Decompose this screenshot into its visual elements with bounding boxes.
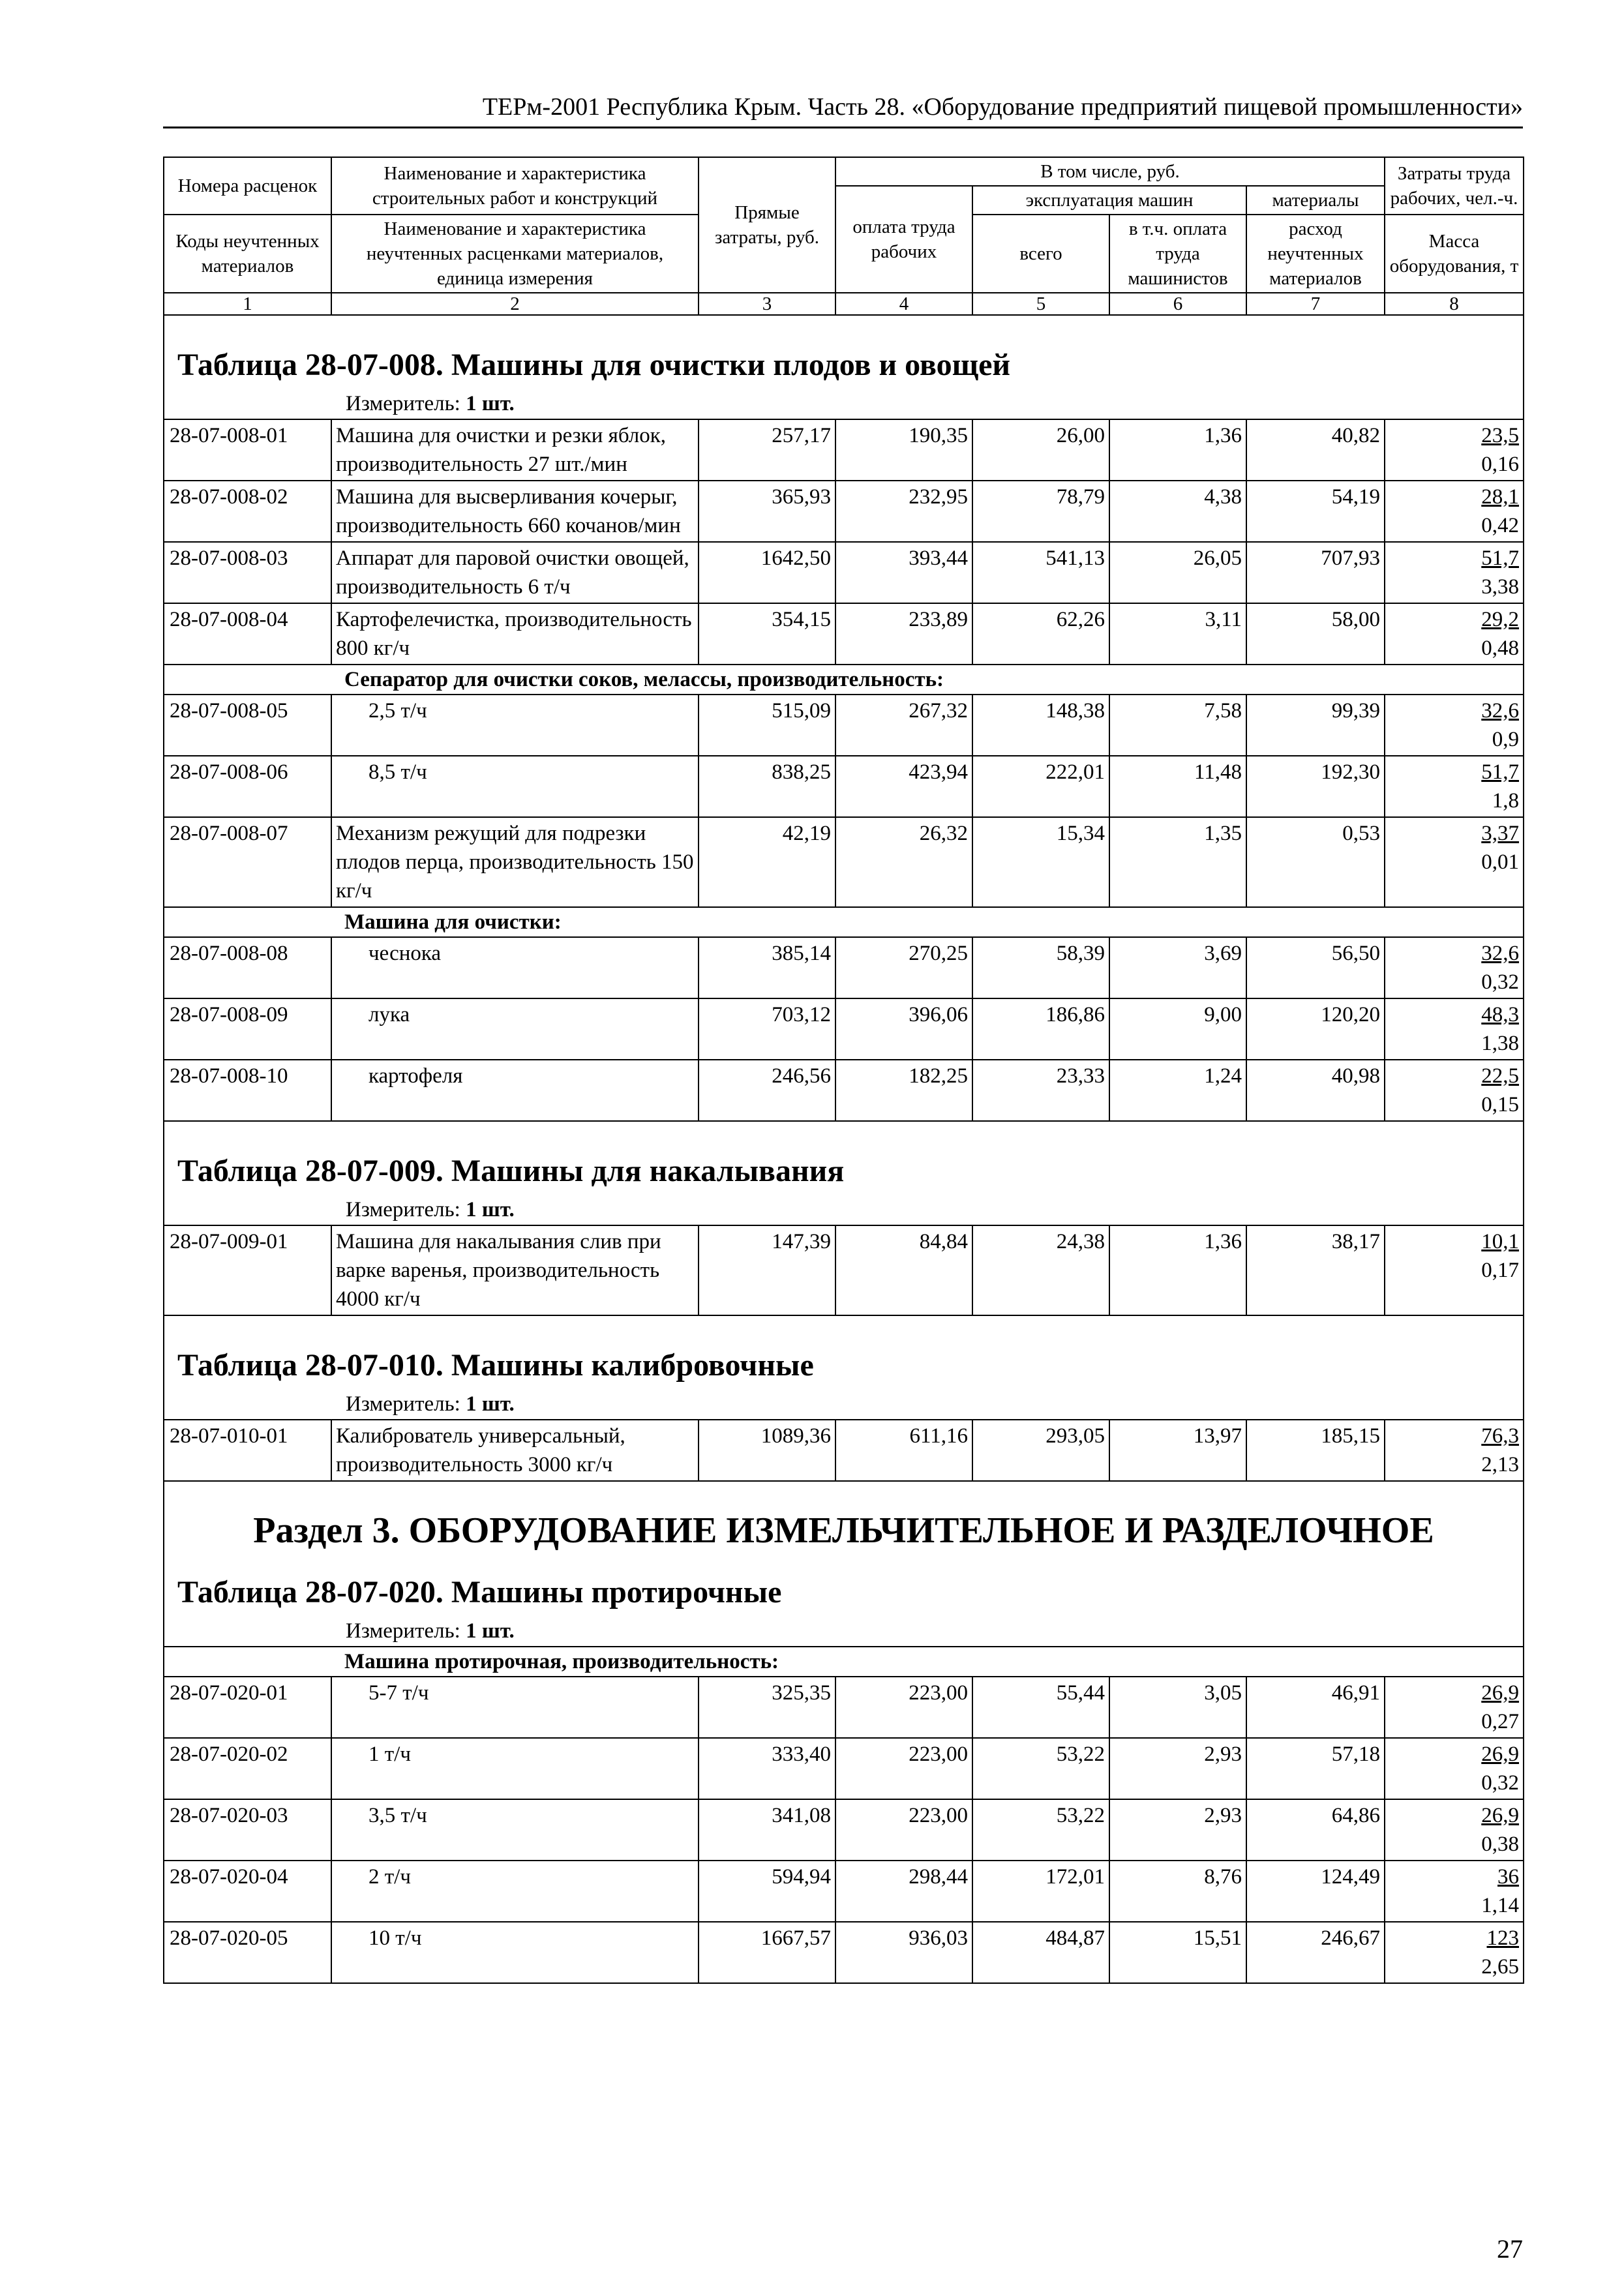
table-009-title-block (164, 1121, 1524, 1225)
exploitation-header: эксплуатация машин (972, 186, 1246, 215)
table-title: Таблица 28-07-020. Машины протирочные (177, 1575, 782, 1609)
table-row: 28-07-008-07 Механизм режущий для подрезки плодов перца, производительность 150 кг/ч 42,19 26,32 15,34 1,35 0,53 3,37 0,01 (164, 817, 1524, 907)
col2-header-bottom: Наименование и характеристика неучтенных расценками материалов, единица измерения (331, 215, 699, 293)
table-row: 28-07-020-03 3,5 т/ч 341,08 223,00 53,22 2,93 64,86 26,9 0,38 (164, 1799, 1524, 1861)
table-header-row (164, 157, 1524, 186)
group-row: Машина для очистки: (164, 907, 1524, 937)
table-008-title-block (164, 315, 1524, 419)
included-header: В том числе, руб. (835, 157, 1385, 186)
col6-header: в т.ч. оплата труда машинистов (1109, 215, 1246, 293)
table-title: Таблица 28-07-010. Машины калибровочные (177, 1348, 814, 1383)
column-numbers-row: 1 2 3 4 5 6 7 8 (164, 293, 1524, 315)
table-row: 28-07-010-01 Калиброватель универсальный, производительность 3000 кг/ч 1089,36 611,16 293,05 13,97 185,15 76,3 2,13 (164, 1420, 1524, 1481)
col5-header: всего (972, 215, 1109, 293)
table-row: 28-07-009-01 Машина для накалывания слив при варке варенья, производительность 4000 кг/ч 147,39 84,84 24,38 1,36 38,17 10,1 0,17 (164, 1225, 1524, 1315)
page-number: 27 (1497, 2234, 1523, 2264)
col8-header-top: Затраты труда рабочих, чел.-ч. (1385, 157, 1524, 215)
table-row: 28-07-008-06 8,5 т/ч 838,25 423,94 222,01 11,48 192,30 51,7 1,8 (164, 756, 1524, 817)
meter-line: Измеритель: 1 шт. (346, 392, 515, 415)
running-header: ТЕРм-2001 Республика Крым. Часть 28. «Оборудование предприятий пищевой промышленности» (163, 91, 1523, 128)
table-row: 28-07-008-10 картофеля 246,56 182,25 23,33 1,24 40,98 22,5 0,15 (164, 1060, 1524, 1121)
table-row: 28-07-008-03 Аппарат для паровой очистки овощей, производительность 6 т/ч 1642,50 393,44 541,13 26,05 707,93 51,7 3,38 (164, 542, 1524, 603)
col1-header-top: Номера расценок (164, 157, 331, 215)
table-row: 28-07-008-08 чеснока 385,14 270,25 58,39 3,69 56,50 32,6 0,32 (164, 937, 1524, 998)
col4-header: оплата труда рабочих (835, 186, 972, 293)
meter-line: Измеритель: 1 шт. (346, 1198, 515, 1221)
table-row: 28-07-020-05 10 т/ч 1667,57 936,03 484,87 15,51 246,67 123 2,65 (164, 1922, 1524, 1983)
group-row: Машина протирочная, производительность: (164, 1647, 1524, 1677)
group-row: Сепаратор для очистки соков, мелассы, производительность: (164, 665, 1524, 695)
materials-header: материалы (1246, 186, 1385, 215)
table-row: 28-07-008-02 Машина для высверливания кочерыг, производительность 660 кочанов/мин 365,93 232,95 78,79 4,38 54,19 28,1 0,42 (164, 481, 1524, 542)
table-row: 28-07-020-02 1 т/ч 333,40 223,00 53,22 2,93 57,18 26,9 0,32 (164, 1738, 1524, 1799)
table-row: 28-07-008-04 Картофелечистка, производительность 800 кг/ч 354,15 233,89 62,26 3,11 58,00 29,2 0,48 (164, 603, 1524, 665)
col7-header: расход неучтенных материалов (1246, 215, 1385, 293)
table-row: 28-07-008-05 2,5 т/ч 515,09 267,32 148,38 7,58 99,39 32,6 0,9 (164, 695, 1524, 756)
table-title: Таблица 28-07-008. Машины для очистки плодов и овощей (177, 348, 1011, 382)
col2-header-top: Наименование и характеристика строительных работ и конструкций (331, 157, 699, 215)
col3-header: Прямые затраты, руб. (699, 157, 835, 293)
rates-table (163, 157, 1524, 1984)
col1-header-bottom: Коды неучтенных материалов (164, 215, 331, 293)
meter-line: Измеритель: 1 шт. (346, 1619, 515, 1643)
col8-header-bottom: Масса оборудования, т (1385, 215, 1524, 293)
section-title: Раздел 3. ОБОРУДОВАНИЕ ИЗМЕЛЬЧИТЕЛЬНОЕ И РАЗДЕЛОЧНОЕ (253, 1510, 1434, 1551)
table-title: Таблица 28-07-009. Машины для накалывания (177, 1154, 845, 1188)
table-row: 28-07-008-09 лука 703,12 396,06 186,86 9,00 120,20 48,3 1,38 (164, 998, 1524, 1060)
meter-line: Измеритель: 1 шт. (346, 1392, 515, 1416)
table-row: 28-07-008-01 Машина для очистки и резки яблок, производительность 27 шт./мин 257,17 190,35 26,00 1,36 40,82 23,5 0,16 (164, 419, 1524, 481)
table-row: 28-07-020-01 5-7 т/ч 325,35 223,00 55,44 3,05 46,91 26,9 0,27 (164, 1677, 1524, 1738)
table-row: 28-07-020-04 2 т/ч 594,94 298,44 172,01 8,76 124,49 36 1,14 (164, 1861, 1524, 1922)
section-3-title-block (164, 1481, 1524, 1647)
table-010-title-block (164, 1315, 1524, 1420)
